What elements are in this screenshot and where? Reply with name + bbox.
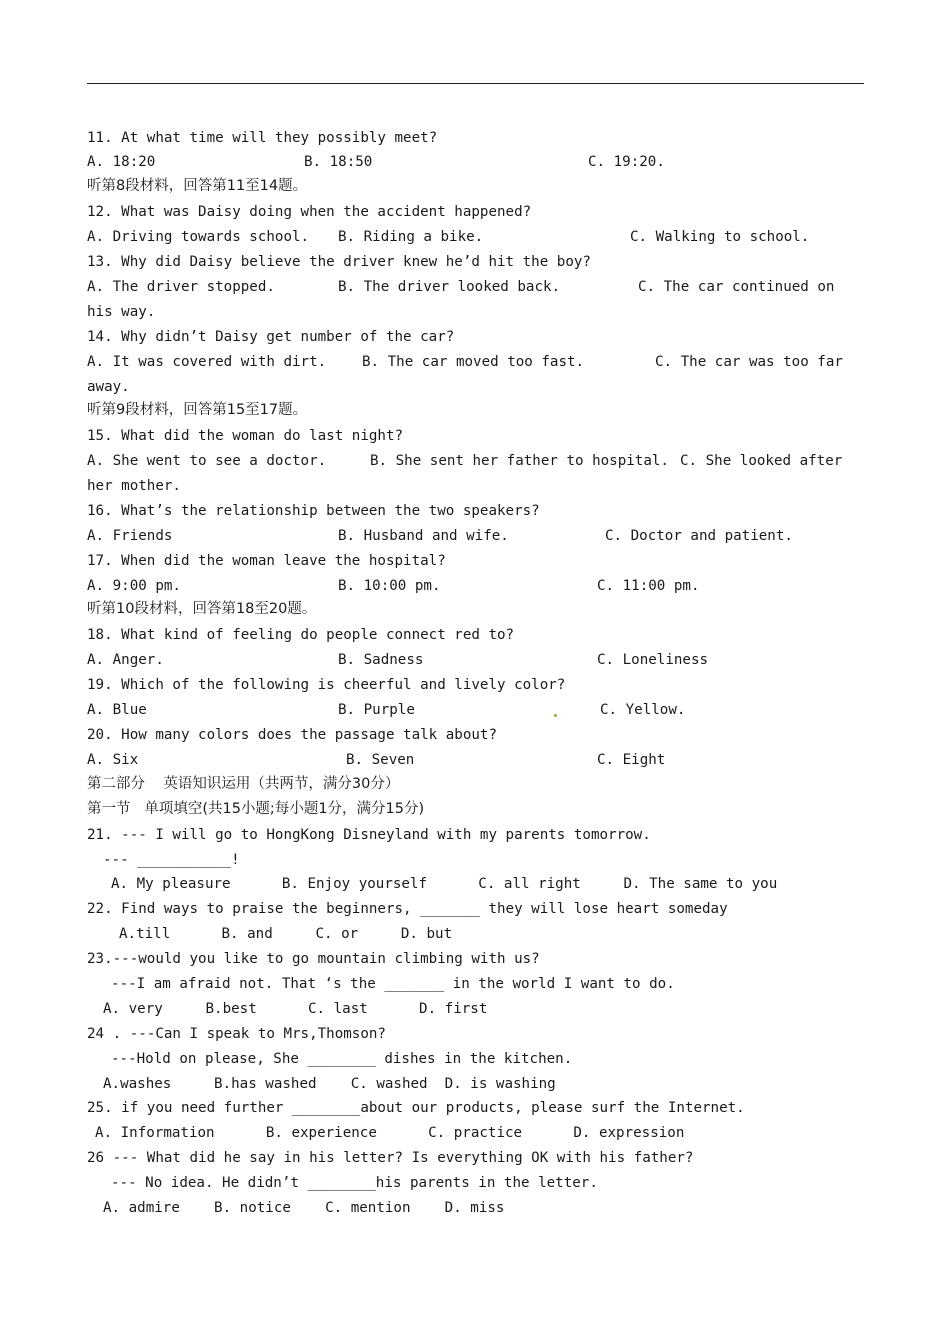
option-14c-continued: away. [87, 379, 130, 395]
question-24: 24 . ---Can I speak to Mrs,Thomson? [87, 1026, 386, 1042]
question-12: 12. What was Daisy doing when the accident happened? [87, 204, 532, 220]
option-11b: B. 18:50 [304, 154, 373, 170]
option-18c: C. Loneliness [597, 652, 709, 668]
options-21: A. My pleasure B. Enjoy yourself C. all right D. The same to you [111, 876, 778, 892]
question-26: 26 --- What did he say in his letter? Is everything OK with his father? [87, 1150, 694, 1166]
option-20a: A. Six [87, 752, 139, 768]
option-18a: A. Anger. [87, 652, 164, 668]
option-13a: A. The driver stopped. [87, 279, 275, 295]
question-21-reply: --- ___________! [103, 852, 240, 868]
question-18: 18. What kind of feeling do people connect red to? [87, 627, 515, 643]
option-14c: C. The car was too far [655, 354, 843, 370]
options-22: A.till B. and C. or D. but [119, 926, 453, 942]
question-16: 16. What’s the relationship between the two speakers? [87, 503, 540, 519]
part-two-heading: 第二部分 英语知识运用（共两节，满分30分） [87, 776, 400, 792]
question-23-reply: ---I am afraid not. That ‘s the _______ in the world I want to do. [111, 976, 675, 992]
stray-dot [554, 714, 557, 717]
options-23: A. very B.best C. last D. first [103, 1001, 488, 1017]
option-12c: C. Walking to school. [630, 229, 810, 245]
question-21: 21. --- I will go to HongKong Disneyland with my parents tomorrow. [87, 827, 651, 843]
option-12a: A. Driving towards school. [87, 229, 310, 245]
options-26: A. admire B. notice C. mention D. miss [103, 1200, 505, 1216]
question-20: 20. How many colors does the passage talk about? [87, 727, 497, 743]
question-17: 17. When did the woman leave the hospital? [87, 553, 446, 569]
section-instruction-9: 听第9段材料，回答第15至17题。 [87, 402, 308, 418]
option-20b: B. Seven [346, 752, 415, 768]
header-rule [87, 83, 864, 84]
option-17b: B. 10:00 pm. [338, 578, 441, 594]
option-17c: C. 11:00 pm. [597, 578, 700, 594]
option-17a: A. 9:00 pm. [87, 578, 181, 594]
option-13c: C. The car continued on [638, 279, 835, 295]
question-11: 11. At what time will they possibly meet? [87, 130, 438, 146]
option-19a: A. Blue [87, 702, 147, 718]
option-19b: B. Purple [338, 702, 415, 718]
option-20c: C. Eight [597, 752, 666, 768]
option-18b: B. Sadness [338, 652, 424, 668]
section-instruction-10: 听第10段材料，回答第18至20题。 [87, 601, 317, 617]
option-16a: A. Friends [87, 528, 173, 544]
options-25: A. Information B. experience C. practice D. expression [95, 1125, 685, 1141]
question-25: 25. if you need further ________about our products, please surf the Internet. [87, 1100, 745, 1116]
question-15: 15. What did the woman do last night? [87, 428, 404, 444]
question-22: 22. Find ways to praise the beginners, _______ they will lose heart someday [87, 901, 728, 917]
question-24-reply: ---Hold on please, She ________ dishes in the kitchen. [111, 1051, 573, 1067]
section-instruction-8: 听第8段材料，回答第11至14题。 [87, 178, 308, 194]
option-11c: C. 19:20. [588, 154, 665, 170]
option-11a: A. 18:20 [87, 154, 156, 170]
option-14b: B. The car moved too fast. [362, 354, 585, 370]
option-15c: C. She looked after [680, 453, 843, 469]
section-one-heading: 第一节 单项填空(共15小题;每小题1分，满分15分) [87, 801, 425, 817]
option-14a: A. It was covered with dirt. [87, 354, 327, 370]
option-12b: B. Riding a bike. [338, 229, 484, 245]
option-13b: B. The driver looked back. [338, 279, 561, 295]
option-16c: C. Doctor and patient. [605, 528, 793, 544]
option-15a: A. She went to see a doctor. [87, 453, 327, 469]
question-13: 13. Why did Daisy believe the driver knew he’d hit the boy? [87, 254, 591, 270]
question-26-reply: --- No idea. He didn’t ________his parents in the letter. [111, 1175, 598, 1191]
option-16b: B. Husband and wife. [338, 528, 509, 544]
option-13c-continued: his way. [87, 304, 156, 320]
question-19: 19. Which of the following is cheerful and lively color? [87, 677, 566, 693]
options-24: A.washes B.has washed C. washed D. is washing [103, 1076, 556, 1092]
option-19c: C. Yellow. [600, 702, 686, 718]
question-14: 14. Why didn’t Daisy get number of the car? [87, 329, 455, 345]
option-15c-continued: her mother. [87, 478, 181, 494]
question-23: 23.---would you like to go mountain climbing with us? [87, 951, 540, 967]
option-15b: B. She sent her father to hospital. [370, 453, 669, 469]
